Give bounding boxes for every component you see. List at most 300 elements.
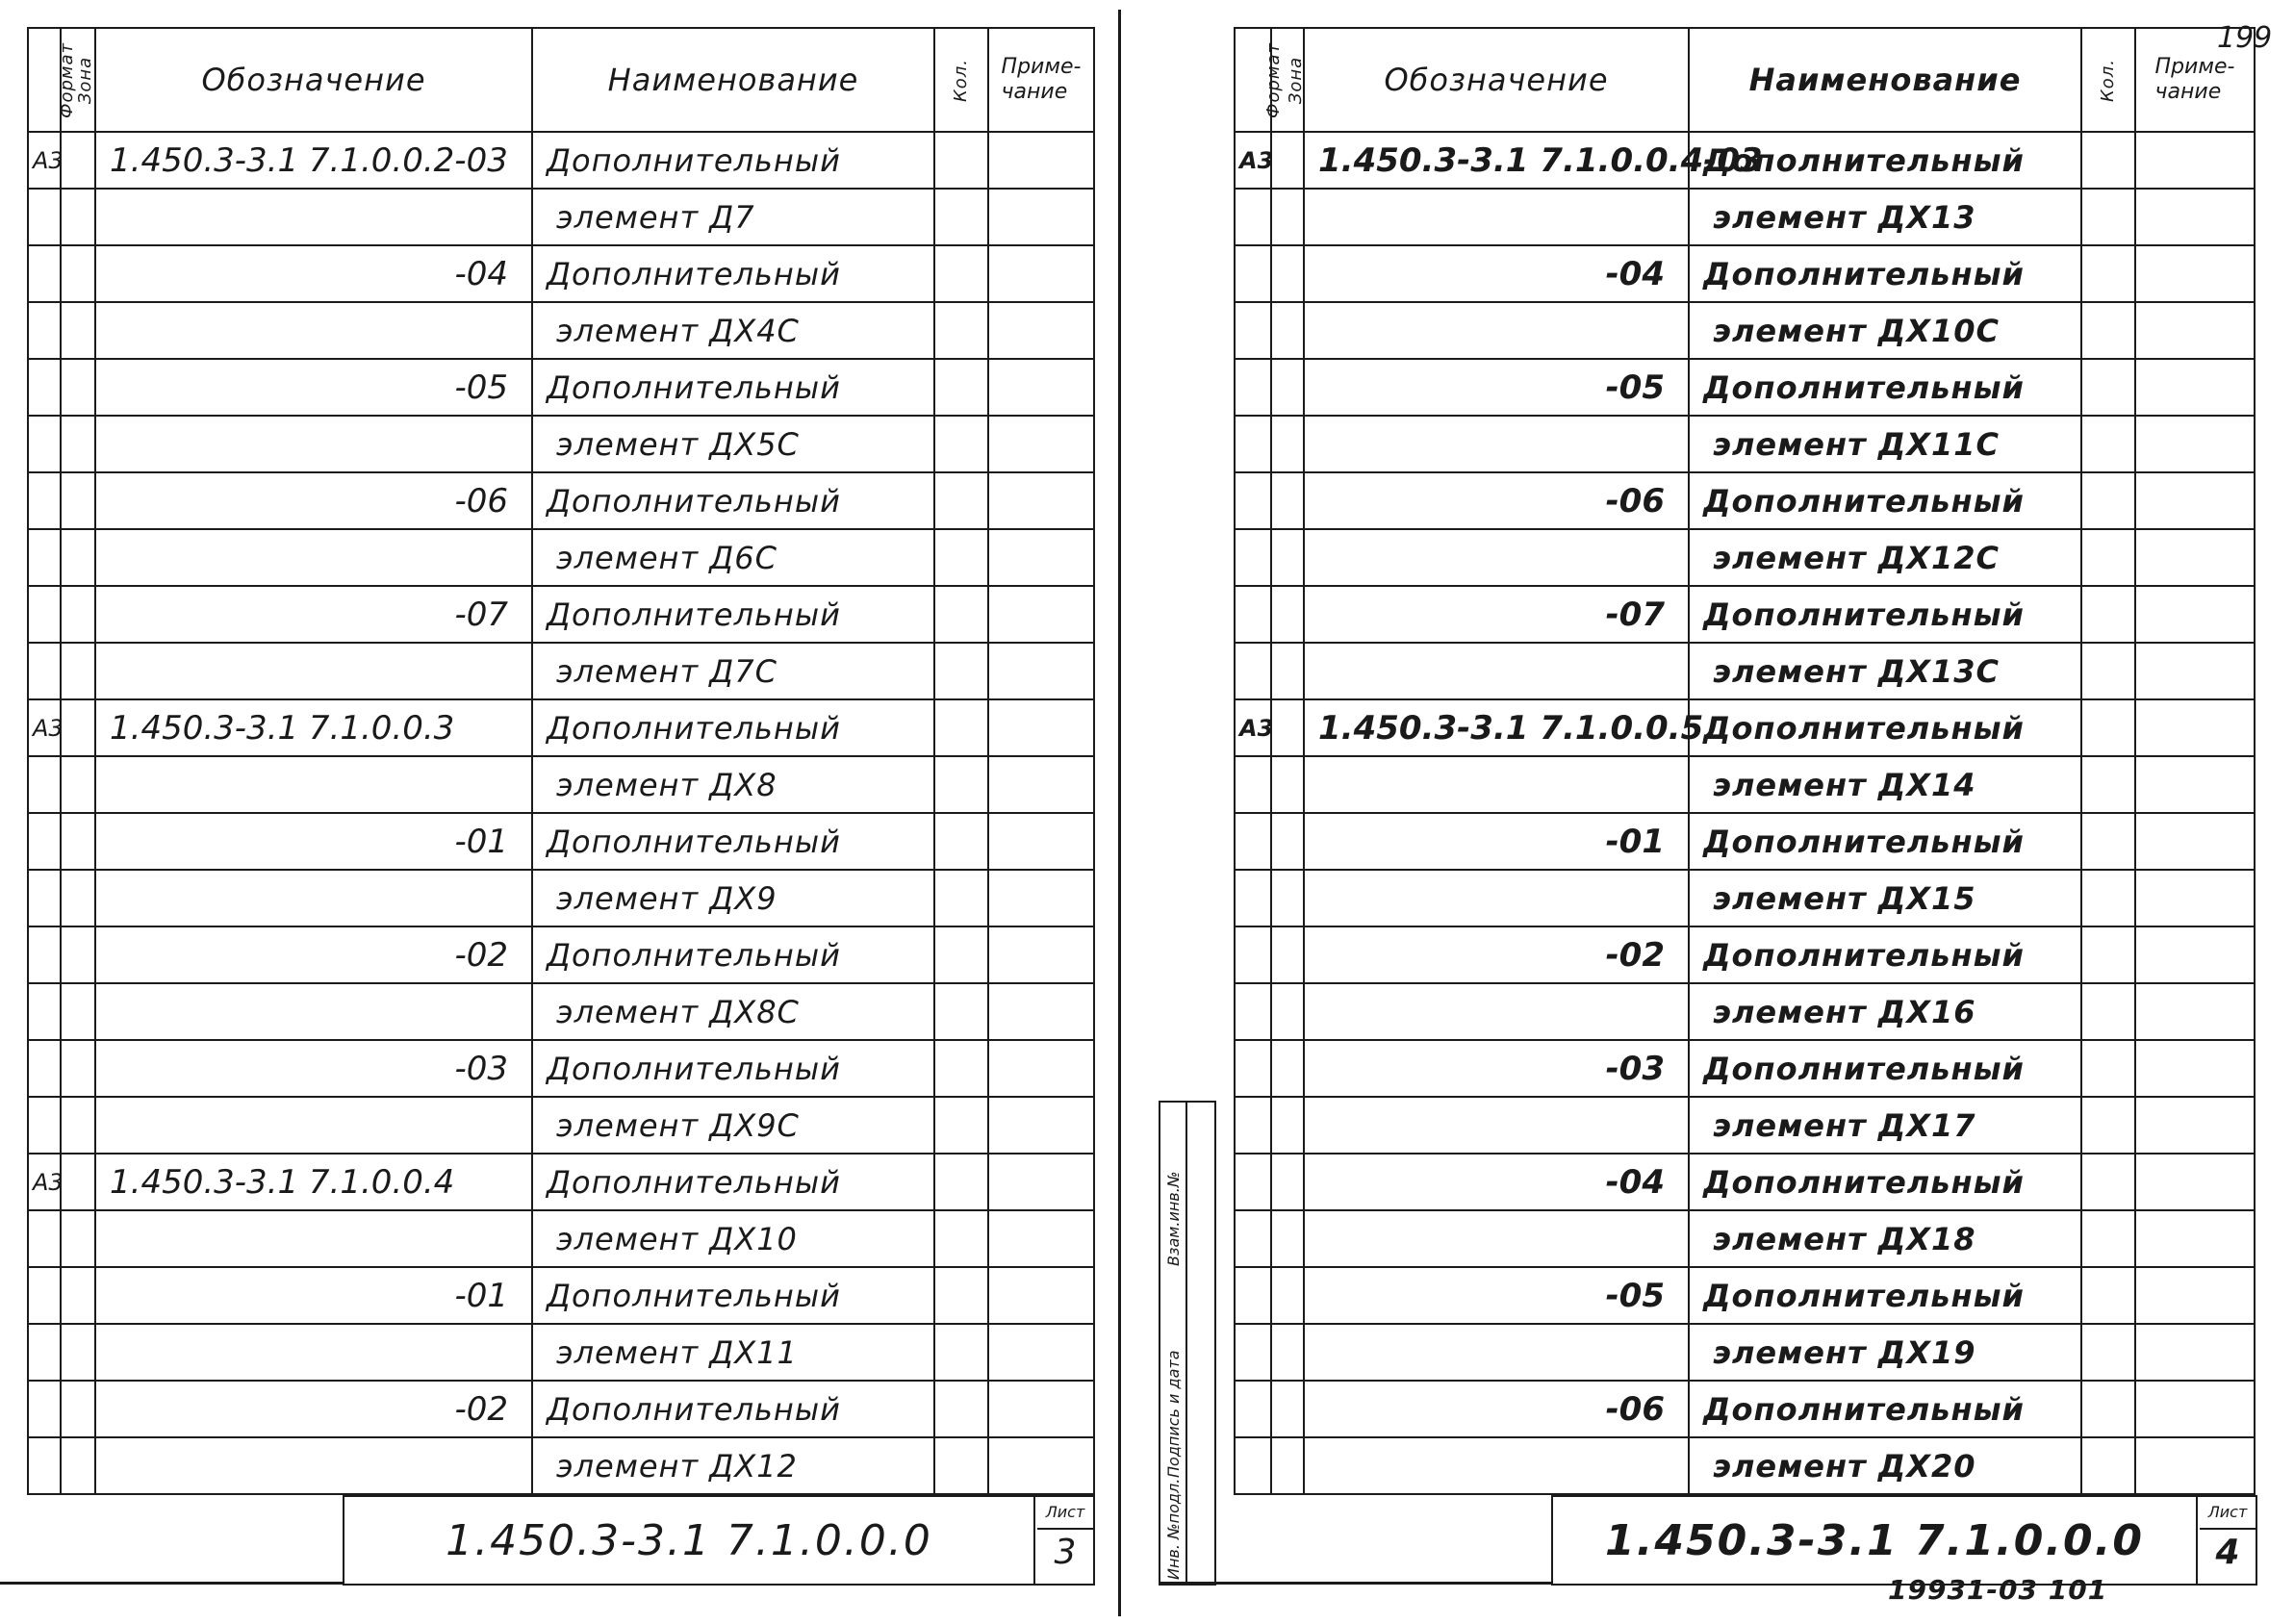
table-row	[28, 756, 1094, 813]
cell-qty	[2081, 472, 2135, 529]
cell-designation	[95, 870, 532, 926]
header-qty: Кол.	[934, 28, 988, 132]
cell-designation: -02	[95, 1381, 532, 1437]
cell-zone	[61, 699, 95, 756]
cell-format	[1235, 416, 1271, 472]
cell-designation	[1304, 302, 1689, 359]
cell-qty	[934, 1381, 988, 1437]
cell-designation: 1.450.3-3.1 7.1.0.0.4-03	[1304, 132, 1689, 189]
cell-qty	[2081, 529, 2135, 586]
cell-format	[1235, 529, 1271, 586]
table-row	[1235, 245, 2255, 302]
cell-note	[2135, 245, 2255, 302]
table-row	[28, 1040, 1094, 1097]
cell-name: Дополнительный	[1689, 245, 2081, 302]
side-inv-replace: Взам.инв.№	[1164, 1171, 1183, 1266]
cell-qty	[934, 1040, 988, 1097]
cell-designation	[95, 1324, 532, 1381]
table-row	[28, 1324, 1094, 1381]
cell-zone	[1271, 359, 1304, 416]
cell-zone	[1271, 813, 1304, 870]
cell-qty	[2081, 926, 2135, 983]
stamp-sheet-label: Лист	[1037, 1497, 1093, 1530]
cell-qty	[2081, 1154, 2135, 1210]
cell-name: элемент ДХ15	[1689, 870, 2081, 926]
cell-format	[1235, 586, 1271, 643]
table-row	[1235, 1097, 2255, 1154]
side-signature-date: Подпись и дата	[1164, 1350, 1183, 1478]
stamp-designation: 1.450.3-3.1 7.1.0.0.0	[344, 1497, 1035, 1584]
cell-designation: -02	[1304, 926, 1689, 983]
cell-name: элемент ДХ10	[532, 1210, 934, 1267]
cell-format	[1235, 926, 1271, 983]
table-row	[28, 1381, 1094, 1437]
cell-zone	[61, 416, 95, 472]
cell-format	[1235, 1154, 1271, 1210]
cell-name: элемент Д6С	[532, 529, 934, 586]
cell-format	[28, 359, 61, 416]
cell-format	[1235, 1437, 1271, 1494]
cell-name: Дополнительный	[1689, 359, 2081, 416]
table-header-row	[1235, 28, 2255, 132]
table-row	[28, 245, 1094, 302]
cell-name: Дополнительный	[1689, 132, 2081, 189]
left-spec-table	[27, 27, 1095, 1495]
cell-name: Дополнительный	[532, 1381, 934, 1437]
cell-zone	[1271, 1437, 1304, 1494]
cell-zone	[1271, 529, 1304, 586]
cell-format	[1235, 359, 1271, 416]
table-row	[1235, 1040, 2255, 1097]
cell-zone	[61, 643, 95, 699]
table-row	[1235, 586, 2255, 643]
cell-name: элемент ДХ13	[1689, 189, 2081, 245]
table-row	[1235, 302, 2255, 359]
table-row	[28, 359, 1094, 416]
table-row	[28, 1437, 1094, 1494]
cell-name: Дополнительный	[1689, 699, 2081, 756]
side-inv-orig: Инв. №подл.	[1164, 1478, 1183, 1580]
cell-designation	[95, 416, 532, 472]
cell-zone	[1271, 1381, 1304, 1437]
table-row	[28, 189, 1094, 245]
cell-note	[988, 983, 1094, 1040]
side-strip	[1159, 1101, 1216, 1586]
cell-qty	[934, 813, 988, 870]
cell-name: элемент ДХ12	[532, 1437, 934, 1494]
cell-note	[988, 132, 1094, 189]
header-format: Формат	[28, 28, 61, 132]
cell-name: элемент ДХ9С	[532, 1097, 934, 1154]
cell-designation	[95, 756, 532, 813]
cell-format	[28, 1097, 61, 1154]
table-header-row	[28, 28, 1094, 132]
cell-qty	[934, 189, 988, 245]
cell-qty	[2081, 699, 2135, 756]
table-row	[1235, 699, 2255, 756]
cell-qty	[2081, 416, 2135, 472]
cell-zone	[61, 926, 95, 983]
right-sheet	[1135, 0, 2294, 1624]
cell-format	[28, 245, 61, 302]
cell-name: Дополнительный	[1689, 926, 2081, 983]
stamp-sheet-label: Лист	[2200, 1497, 2256, 1530]
table-row	[28, 472, 1094, 529]
cell-designation: -03	[1304, 1040, 1689, 1097]
cell-format	[28, 416, 61, 472]
cell-zone	[1271, 189, 1304, 245]
cell-name: элемент ДХ20	[1689, 1437, 2081, 1494]
table-row	[28, 529, 1094, 586]
cell-name: элемент Д7	[532, 189, 934, 245]
cell-zone	[1271, 586, 1304, 643]
cell-name: элемент ДХ12С	[1689, 529, 2081, 586]
cell-name: элемент ДХ19	[1689, 1324, 2081, 1381]
cell-designation: -02	[95, 926, 532, 983]
cell-designation: -03	[95, 1040, 532, 1097]
cell-qty	[934, 302, 988, 359]
cell-format	[1235, 1381, 1271, 1437]
cell-zone	[61, 1381, 95, 1437]
cell-format	[28, 1267, 61, 1324]
cell-format: А3	[28, 132, 61, 189]
header-note: Приме- чание	[2135, 28, 2255, 132]
cell-note	[988, 302, 1094, 359]
cell-designation	[95, 189, 532, 245]
cell-zone	[61, 189, 95, 245]
cell-designation: -04	[1304, 245, 1689, 302]
cell-designation: -07	[1304, 586, 1689, 643]
cell-note	[2135, 813, 2255, 870]
cell-qty	[2081, 983, 2135, 1040]
cell-note	[988, 1437, 1094, 1494]
cell-zone	[1271, 756, 1304, 813]
cell-qty	[2081, 643, 2135, 699]
cell-zone	[61, 1267, 95, 1324]
cell-qty	[934, 1324, 988, 1381]
cell-note	[2135, 1437, 2255, 1494]
cell-zone	[61, 245, 95, 302]
cell-qty	[2081, 756, 2135, 813]
table-row	[1235, 132, 2255, 189]
cell-format	[28, 813, 61, 870]
cell-note	[988, 416, 1094, 472]
cell-format	[28, 1040, 61, 1097]
cell-name: элемент ДХ17	[1689, 1097, 2081, 1154]
cell-qty	[934, 1210, 988, 1267]
cell-note	[988, 1040, 1094, 1097]
cell-designation: -05	[1304, 1267, 1689, 1324]
cell-note	[2135, 643, 2255, 699]
header-format: Формат	[1235, 28, 1271, 132]
header-name: Наименование	[1689, 28, 2081, 132]
cell-format	[28, 1437, 61, 1494]
cell-format	[28, 472, 61, 529]
center-divider	[1118, 10, 1121, 1616]
cell-designation: -01	[95, 1267, 532, 1324]
table-row	[28, 586, 1094, 643]
cell-name: Дополнительный	[1689, 1040, 2081, 1097]
left-sheet	[0, 0, 1116, 1624]
cell-name: элемент ДХ8С	[532, 983, 934, 1040]
cell-designation: 1.450.3-3.1 7.1.0.0.4	[95, 1154, 532, 1210]
cell-format	[28, 586, 61, 643]
cell-note	[988, 1097, 1094, 1154]
cell-format	[1235, 472, 1271, 529]
cell-note	[988, 189, 1094, 245]
cell-name: Дополнительный	[532, 1267, 934, 1324]
cell-note	[2135, 472, 2255, 529]
cell-format	[1235, 1040, 1271, 1097]
cell-zone	[61, 586, 95, 643]
cell-name: элемент ДХ5С	[532, 416, 934, 472]
cell-note	[988, 1381, 1094, 1437]
cell-name: Дополнительный	[532, 1040, 934, 1097]
cell-designation	[1304, 1097, 1689, 1154]
cell-zone	[1271, 1210, 1304, 1267]
table-row	[28, 416, 1094, 472]
cell-format	[28, 756, 61, 813]
cell-designation: 1.450.3-3.1 7.1.0.0.2-03	[95, 132, 532, 189]
cell-qty	[934, 416, 988, 472]
cell-zone	[1271, 1324, 1304, 1381]
cell-zone	[1271, 1154, 1304, 1210]
cell-note	[2135, 529, 2255, 586]
cell-designation: 1.450.3-3.1 7.1.0.0.5	[1304, 699, 1689, 756]
cell-note	[2135, 1097, 2255, 1154]
cell-qty	[2081, 1324, 2135, 1381]
table-row	[1235, 983, 2255, 1040]
cell-note	[2135, 1154, 2255, 1210]
cell-note	[2135, 1040, 2255, 1097]
cell-designation: -06	[95, 472, 532, 529]
cell-note	[988, 643, 1094, 699]
cell-designation	[95, 983, 532, 1040]
cell-name: Дополнительный	[532, 472, 934, 529]
cell-note	[2135, 132, 2255, 189]
cell-name: элемент ДХ11	[532, 1324, 934, 1381]
cell-zone	[61, 472, 95, 529]
cell-format: А3	[28, 1154, 61, 1210]
cell-designation: -05	[95, 359, 532, 416]
cell-qty	[2081, 1097, 2135, 1154]
cell-note	[988, 1210, 1094, 1267]
cell-format	[1235, 1097, 1271, 1154]
page-number: 199	[2217, 21, 2273, 55]
table-row	[28, 926, 1094, 983]
table-row	[1235, 643, 2255, 699]
cell-qty	[934, 586, 988, 643]
cell-qty	[2081, 132, 2135, 189]
cell-format	[28, 529, 61, 586]
cell-format	[28, 926, 61, 983]
cell-zone	[61, 1154, 95, 1210]
cell-qty	[934, 1437, 988, 1494]
cell-format	[1235, 756, 1271, 813]
cell-note	[988, 813, 1094, 870]
cell-qty	[934, 756, 988, 813]
cell-qty	[934, 643, 988, 699]
cell-designation	[1304, 643, 1689, 699]
cell-qty	[934, 245, 988, 302]
cell-format	[1235, 813, 1271, 870]
table-row	[1235, 1437, 2255, 1494]
cell-designation: -04	[95, 245, 532, 302]
cell-designation	[1304, 756, 1689, 813]
header-designation: Обозначение	[1304, 28, 1689, 132]
cell-designation	[95, 643, 532, 699]
cell-qty	[2081, 1210, 2135, 1267]
cell-name: элемент ДХ8	[532, 756, 934, 813]
table-row	[1235, 926, 2255, 983]
table-row	[1235, 870, 2255, 926]
cell-designation	[1304, 416, 1689, 472]
cell-note	[2135, 756, 2255, 813]
cell-zone	[61, 756, 95, 813]
right-table-body	[1235, 132, 2255, 1494]
right-spec-table	[1234, 27, 2256, 1495]
cell-note	[988, 1267, 1094, 1324]
cell-note	[988, 245, 1094, 302]
cell-note	[988, 529, 1094, 586]
cell-format	[28, 1210, 61, 1267]
cell-format	[28, 189, 61, 245]
cell-designation	[95, 302, 532, 359]
cell-zone	[1271, 643, 1304, 699]
cell-qty	[2081, 1381, 2135, 1437]
cell-note	[2135, 1210, 2255, 1267]
cell-name: элемент ДХ10С	[1689, 302, 2081, 359]
cell-qty	[934, 359, 988, 416]
cell-designation	[1304, 189, 1689, 245]
cell-note	[2135, 359, 2255, 416]
cell-designation	[95, 1437, 532, 1494]
cell-name: элемент ДХ16	[1689, 983, 2081, 1040]
cell-name: Дополнительный	[1689, 472, 2081, 529]
table-row	[1235, 1154, 2255, 1210]
cell-designation: -05	[1304, 359, 1689, 416]
cell-zone	[61, 132, 95, 189]
table-row	[28, 643, 1094, 699]
cell-note	[2135, 586, 2255, 643]
cell-designation: -06	[1304, 1381, 1689, 1437]
cell-note	[988, 926, 1094, 983]
cell-designation: -07	[95, 586, 532, 643]
cell-name: Дополнительный	[1689, 586, 2081, 643]
archive-number: 19931-03 101	[1888, 1574, 2108, 1606]
cell-format	[28, 302, 61, 359]
cell-zone	[61, 302, 95, 359]
cell-qty	[2081, 813, 2135, 870]
cell-note	[2135, 983, 2255, 1040]
table-row	[28, 1210, 1094, 1267]
header-name: Наименование	[532, 28, 934, 132]
cell-qty	[934, 926, 988, 983]
cell-note	[2135, 926, 2255, 983]
cell-name: элемент Д7С	[532, 643, 934, 699]
cell-qty	[2081, 1437, 2135, 1494]
cell-note	[2135, 1381, 2255, 1437]
table-row	[28, 813, 1094, 870]
stamp-sheet-number: 3	[1054, 1533, 1077, 1572]
cell-zone	[1271, 983, 1304, 1040]
cell-qty	[934, 1097, 988, 1154]
cell-zone	[1271, 699, 1304, 756]
table-row	[28, 1154, 1094, 1210]
header-zone: Зона	[1271, 28, 1304, 132]
cell-designation	[95, 1210, 532, 1267]
cell-name: Дополнительный	[532, 699, 934, 756]
table-row	[1235, 1324, 2255, 1381]
table-row	[1235, 189, 2255, 245]
table-row	[1235, 1210, 2255, 1267]
cell-note	[988, 1324, 1094, 1381]
header-qty: Кол.	[2081, 28, 2135, 132]
cell-note	[988, 756, 1094, 813]
cell-qty	[2081, 245, 2135, 302]
cell-note	[988, 359, 1094, 416]
cell-note	[988, 1154, 1094, 1210]
cell-zone	[1271, 302, 1304, 359]
cell-designation	[95, 529, 532, 586]
cell-zone	[61, 359, 95, 416]
cell-zone	[61, 529, 95, 586]
cell-zone	[61, 1437, 95, 1494]
cell-qty	[934, 132, 988, 189]
cell-qty	[934, 699, 988, 756]
cell-format: А3	[28, 699, 61, 756]
cell-zone	[1271, 870, 1304, 926]
table-row	[1235, 1267, 2255, 1324]
cell-qty	[2081, 189, 2135, 245]
cell-zone	[61, 1040, 95, 1097]
cell-format	[1235, 983, 1271, 1040]
cell-qty	[934, 1267, 988, 1324]
cell-qty	[934, 983, 988, 1040]
cell-format: А3	[1235, 132, 1271, 189]
cell-zone	[61, 1210, 95, 1267]
table-row	[1235, 1381, 2255, 1437]
cell-name: элемент ДХ4С	[532, 302, 934, 359]
cell-zone	[61, 983, 95, 1040]
table-row	[28, 699, 1094, 756]
cell-zone	[1271, 1097, 1304, 1154]
cell-format	[28, 643, 61, 699]
cell-qty	[934, 870, 988, 926]
cell-qty	[2081, 302, 2135, 359]
cell-zone	[61, 1097, 95, 1154]
table-row	[1235, 813, 2255, 870]
table-row	[1235, 416, 2255, 472]
table-row	[28, 870, 1094, 926]
cell-note	[2135, 699, 2255, 756]
cell-qty	[2081, 359, 2135, 416]
table-row	[1235, 529, 2255, 586]
cell-format	[28, 1381, 61, 1437]
cell-note	[988, 472, 1094, 529]
cell-designation	[1304, 983, 1689, 1040]
stamp-sheet-number: 4	[2215, 1533, 2240, 1572]
cell-designation: -01	[1304, 813, 1689, 870]
cell-format	[1235, 1267, 1271, 1324]
cell-designation: -06	[1304, 472, 1689, 529]
cell-note	[988, 586, 1094, 643]
table-row	[28, 1267, 1094, 1324]
cell-name: Дополнительный	[532, 813, 934, 870]
cell-zone	[1271, 245, 1304, 302]
cell-designation	[1304, 1324, 1689, 1381]
cell-name: элемент ДХ11С	[1689, 416, 2081, 472]
